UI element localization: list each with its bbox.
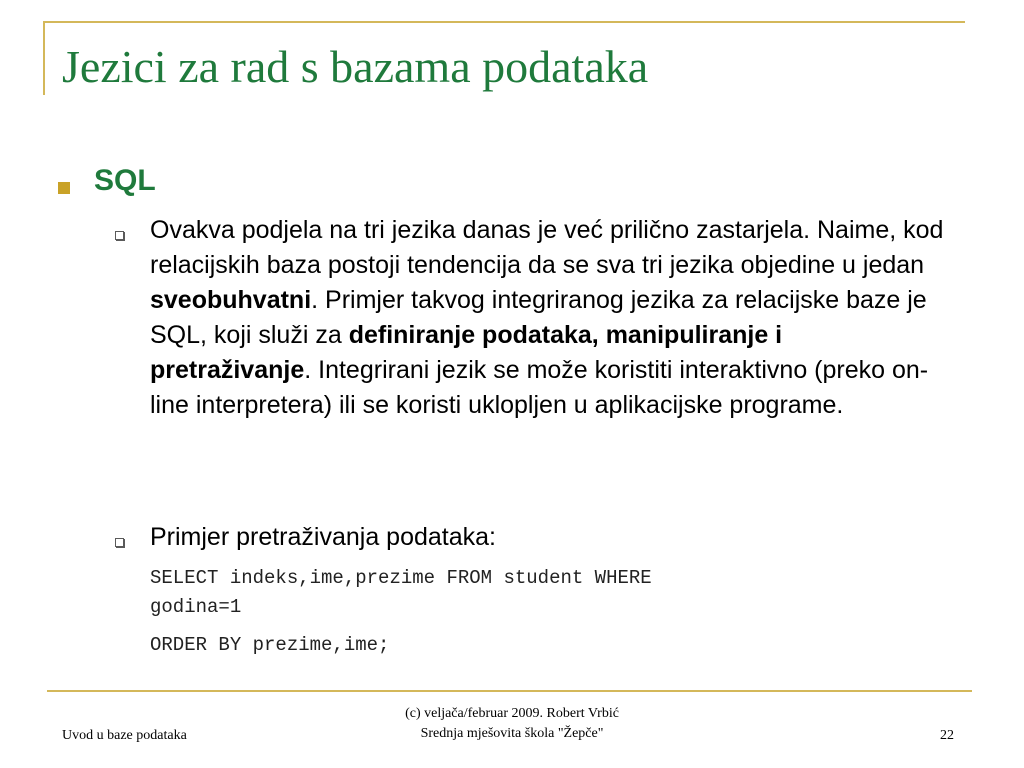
code-line-3: ORDER BY prezime,ime; xyxy=(150,634,390,656)
hollow-square-bullet-icon xyxy=(115,538,124,547)
slide-title: Jezici za rad s bazama podataka xyxy=(62,41,649,92)
text-run: Ovakva podjela na tri jezika danas je već prilično zastarjela. Naime, kod relacijskih baza postoji tendencija da se sva tri jezika objedine u jedan xyxy=(150,216,944,279)
bold-text-run: sveobuhvatni xyxy=(150,286,312,314)
frame-horizontal-rule xyxy=(43,21,965,23)
level1-heading: SQL xyxy=(94,164,156,197)
code-line-1: SELECT indeks,ime,prezime FROM student WHERE xyxy=(150,567,652,589)
code-line-2: godina=1 xyxy=(150,596,242,618)
text-run: . Integrirani jezik se može koristiti interaktivno (preko on-line interpretera) ili se koristi uklopljen u aplikacijske programe. xyxy=(150,356,929,419)
page-number: 22 xyxy=(940,728,954,743)
bullet-paragraph-1 xyxy=(150,213,950,423)
footer-rule xyxy=(47,690,972,692)
frame-vertical-rule xyxy=(43,21,45,95)
hollow-square-bullet-icon xyxy=(115,231,124,240)
footer-center-line-1: (c) veljača/februar 2009. Robert Vrbić xyxy=(405,706,619,721)
bullet-paragraph-2 xyxy=(150,520,950,555)
bold-text-run: definiranje podataka, manipuliranje i pretraživanje xyxy=(150,321,783,384)
square-bullet-icon xyxy=(58,182,70,194)
footer-center-line-2: Srednja mješovita škola "Žepče" xyxy=(420,726,604,741)
text-run: Primjer pretraživanja podataka: xyxy=(150,523,496,551)
footer-left-text: Uvod u baze podataka xyxy=(62,728,187,743)
text-run: . Primjer takvog integriranog jezika za relacijske baze je SQL, koji služi za xyxy=(150,286,927,349)
